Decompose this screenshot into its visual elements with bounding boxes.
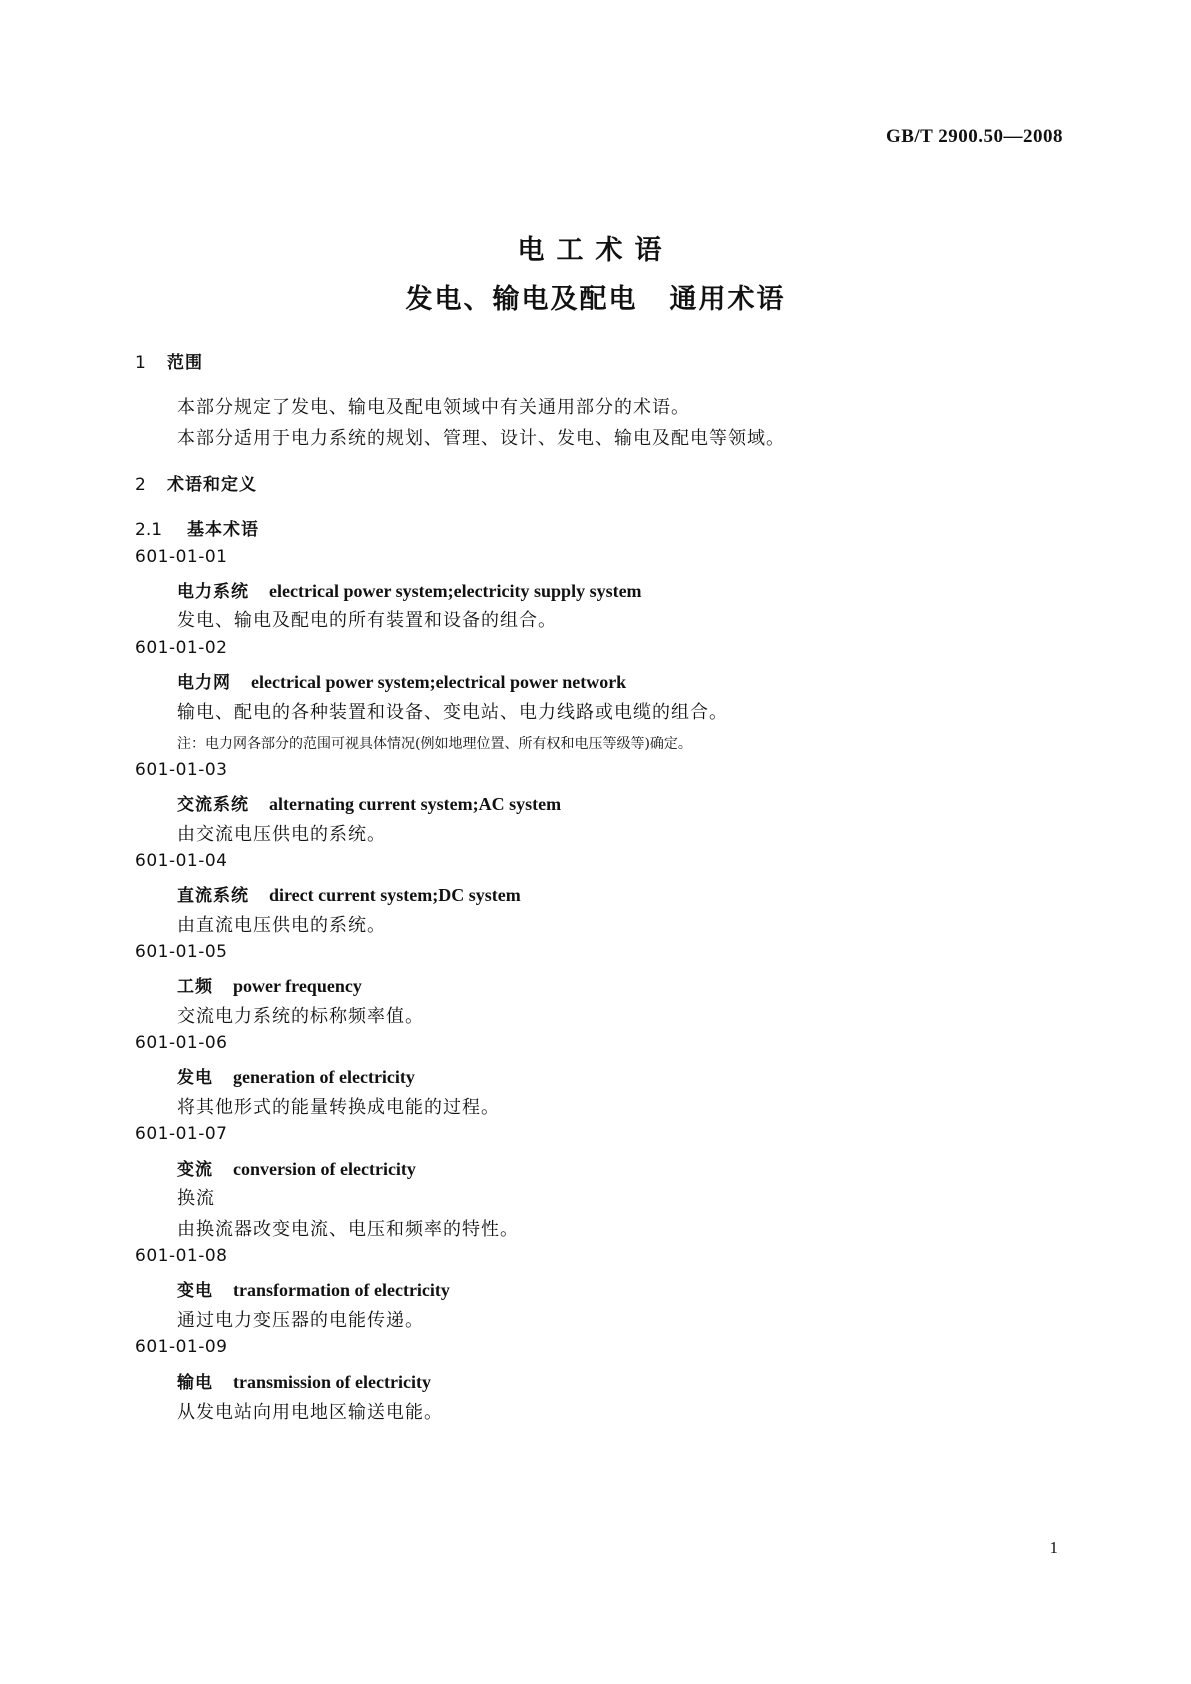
subsection-title: 基本术语	[187, 520, 259, 540]
term-definition: 由直流电压供电的系统。	[177, 915, 386, 936]
term-definition: 发电、输电及配电的所有装置和设备的组合。	[177, 610, 557, 631]
document-title: 电工术语	[517, 235, 674, 266]
term-definition: 由交流电压供电的系统。	[177, 824, 386, 845]
standard-code: GB/T 2900.50—2008	[885, 126, 1063, 147]
term-english: alternating current system;AC system	[269, 794, 562, 814]
term-code: 601-01-02	[135, 638, 228, 658]
term-chinese: 变流	[177, 1160, 213, 1180]
term-definition: 输电、配电的各种装置和设备、变电站、电力线路或电缆的组合。	[177, 702, 728, 723]
scope-paragraph: 本部分适用于电力系统的规划、管理、设计、发电、输电及配电等领域。	[177, 428, 785, 449]
term-english: generation of electricity	[233, 1067, 415, 1087]
term-code: 601-01-06	[135, 1033, 228, 1053]
term-synonym: 换流	[177, 1188, 215, 1209]
term-entry	[177, 577, 642, 602]
term-definition: 将其他形式的能量转换成电能的过程。	[177, 1097, 500, 1118]
section-title: 范围	[167, 353, 203, 373]
term-entry	[177, 1276, 450, 1301]
term-chinese: 输电	[177, 1373, 213, 1393]
term-definition: 通过电力变压器的电能传递。	[177, 1310, 424, 1331]
term-english: power frequency	[233, 976, 362, 996]
term-english: direct current system;DC system	[269, 885, 521, 905]
term-entry	[177, 1063, 415, 1088]
term-chinese: 工频	[177, 977, 213, 997]
section-title: 术语和定义	[167, 475, 257, 495]
term-entry	[177, 668, 626, 693]
section-number: 1	[135, 353, 146, 373]
term-chinese: 变电	[177, 1281, 213, 1301]
term-english: transmission of electricity	[233, 1372, 431, 1392]
subtitle-part-1: 发电、输电及配电	[405, 284, 638, 315]
subsection-number: 2.1	[135, 520, 163, 540]
scope-paragraph: 本部分规定了发电、输电及配电领域中有关通用部分的术语。	[177, 397, 690, 418]
page-number: 1	[1049, 1538, 1058, 1557]
term-english: electrical power system;electricity supply system	[269, 581, 642, 601]
term-chinese: 电力网	[177, 673, 231, 693]
section-number: 2	[135, 475, 146, 495]
term-code: 601-01-05	[135, 942, 228, 962]
term-chinese: 电力系统	[177, 582, 249, 602]
term-english: electrical power system;electrical power network	[251, 672, 627, 692]
term-chinese: 发电	[177, 1068, 213, 1088]
subtitle-part-2: 通用术语	[669, 284, 786, 315]
term-definition: 从发电站向用电地区输送电能。	[177, 1402, 443, 1423]
term-definition: 由换流器改变电流、电压和频率的特性。	[177, 1219, 519, 1240]
term-entry	[177, 972, 362, 997]
term-chinese: 直流系统	[177, 886, 249, 906]
section-1-heading	[135, 348, 203, 373]
term-entry	[177, 881, 521, 906]
term-code: 601-01-01	[135, 547, 228, 567]
term-code: 601-01-03	[135, 760, 228, 780]
term-english: transformation of electricity	[233, 1280, 450, 1300]
term-english: conversion of electricity	[233, 1159, 416, 1179]
term-code: 601-01-07	[135, 1124, 228, 1144]
term-definition: 交流电力系统的标称频率值。	[177, 1006, 424, 1027]
subsection-2-1-heading	[135, 515, 259, 540]
term-code: 601-01-08	[135, 1246, 228, 1266]
section-2-heading	[135, 470, 257, 495]
term-chinese: 交流系统	[177, 795, 249, 815]
term-entry	[177, 1155, 416, 1180]
document-subtitle	[0, 277, 1191, 316]
term-code: 601-01-04	[135, 851, 228, 871]
term-entry	[177, 790, 561, 815]
term-code: 601-01-09	[135, 1337, 228, 1357]
term-entry	[177, 1368, 431, 1393]
term-note: 注：电力网各部分的范围可视具体情况(例如地理位置、所有权和电压等级等)确定。	[177, 736, 692, 752]
